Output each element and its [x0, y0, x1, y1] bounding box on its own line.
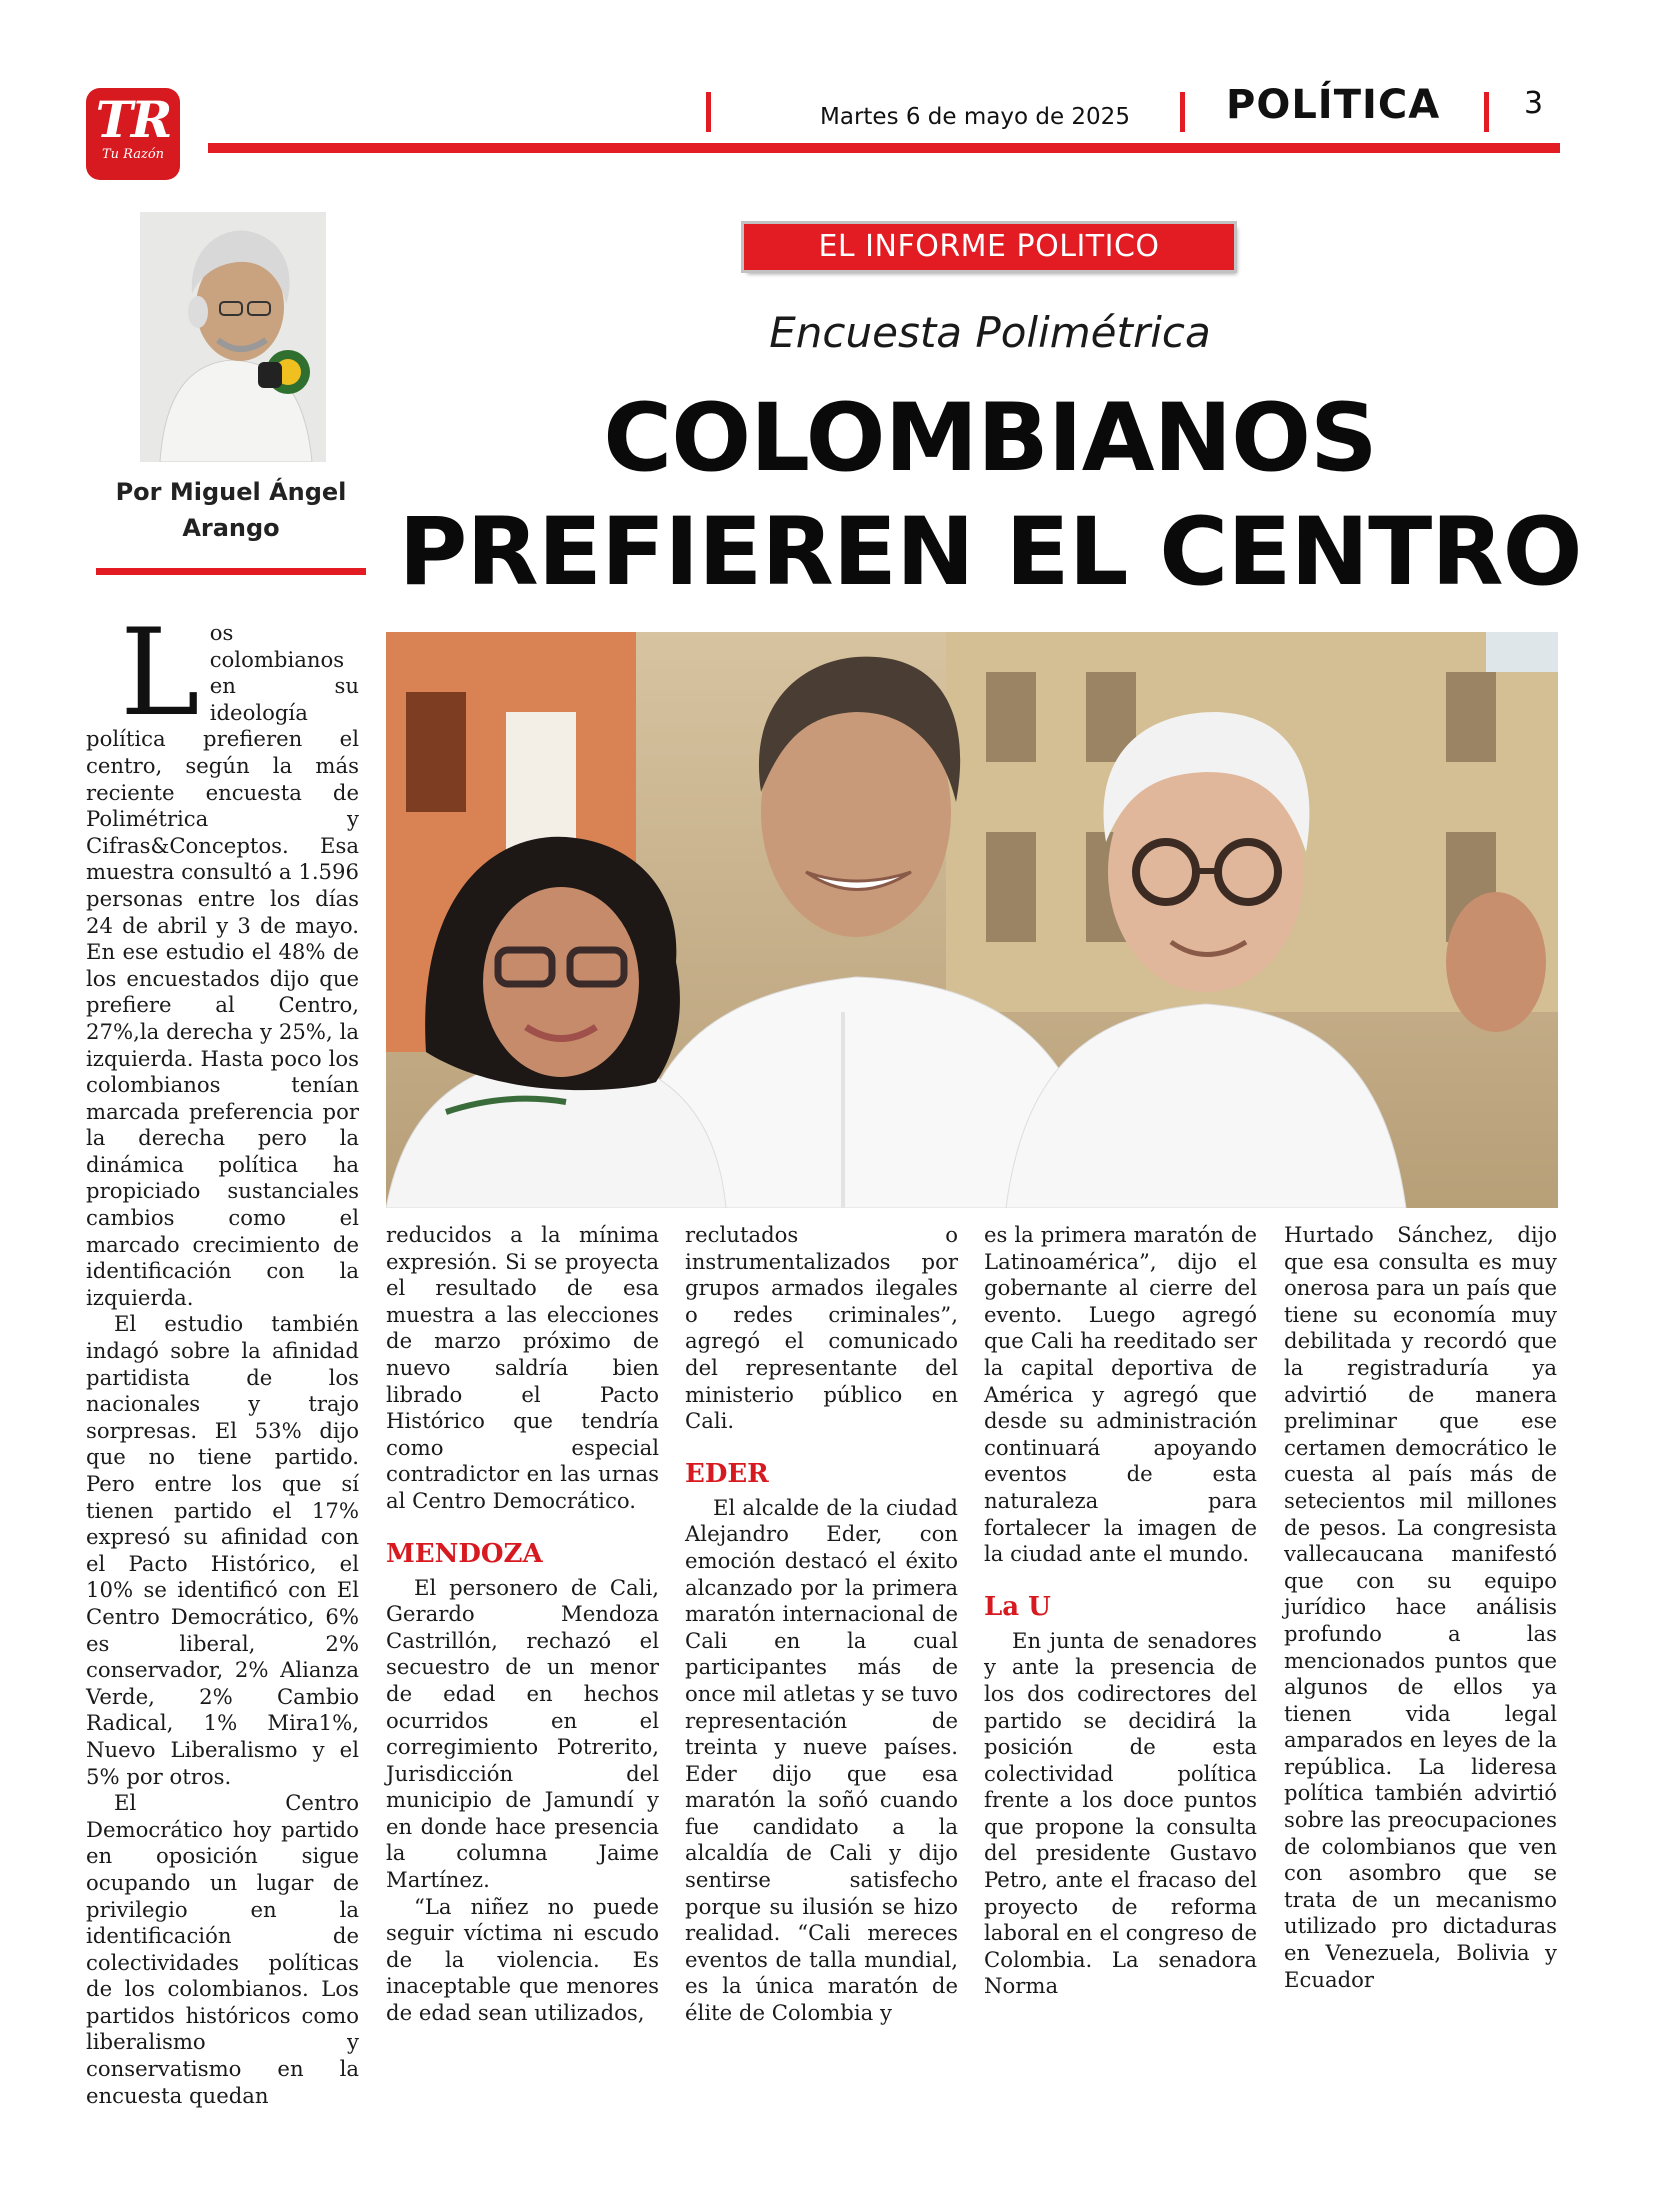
subheading-la-u: La U — [984, 1591, 1051, 1622]
article-headline — [380, 382, 1600, 610]
header-rule — [208, 143, 1560, 153]
article-column-2 — [386, 1222, 659, 2027]
author-byline — [100, 474, 362, 546]
drop-cap: L — [120, 604, 200, 743]
headline-line1: COLOMBIANOS — [603, 384, 1377, 493]
lead-text: os colombianos en su ideología política prefieren el centro, según la más reciente encuesta de Polimétrica y Cifras&Conceptos. Esa muestra consultó a 1.596 personas entre los días 24 de abril y 3 de mayo. En ese estudio el 48% de los encuestados dijo que prefiere al Centro, 27%,la derecha y 25%, la izquierda. Hasta poco los colombianos tenían marcada preferencia por la derecha pero la dinámica política ha propiciado sustanciales cambios como el marcado crecimiento de identificación con la izquierda. — [86, 620, 359, 1310]
article-photo — [386, 632, 1558, 1208]
headline-line2: PREFIEREN EL CENTRO — [398, 498, 1582, 607]
article-subhead: Encuesta Polimétrica — [769, 308, 1211, 357]
subheading-mendoza: MENDOZA — [386, 1538, 543, 1569]
author-rule — [96, 568, 366, 575]
logo-monogram: TR — [95, 90, 171, 149]
paragraph: es la primera maratón de Latinoamérica”, dijo el gobernante al cierre del evento. Luego agregó que Cali ha reeditado ser la capital deportiva de América y agregó que desde su administración continuará apoyando eventos de esta naturaleza para fortalecer la imagen de la ciudad ante el mundo. — [984, 1222, 1257, 1567]
paragraph: reducidos a la mínima expresión. Si se proyecta el resultado de esa muestra a las elecciones de marzo próximo de nuevo saldría bien librado el Pacto Histórico que tendría como especial contradictor en las urnas al Centro Democrático. — [386, 1222, 659, 1513]
paragraph: “La niñez no puede seguir víctima ni escudo de la violencia. Es inaceptable que menores de edad sean utilizados, — [386, 1893, 659, 2026]
byline-line2: Arango — [182, 514, 280, 542]
section-title: POLÍTICA — [1226, 82, 1441, 128]
article-column-4 — [984, 1222, 1257, 2000]
paragraph: En junta de senadores y ante la presencia de los dos codirectores del partido se decidirá la posición de esta colectividad política frente a los doce puntos que propone la consulta del presidente Gustavo Petro, ante el fracaso del proyecto de reforma laboral en el congreso de Colombia. La senadora Norma — [984, 1627, 1257, 1999]
issue-date: Martes 6 de mayo de 2025 — [820, 104, 1130, 130]
header-divider — [1180, 92, 1185, 132]
paragraph: El personero de Cali, Gerardo Mendoza Castrillón, rechazó el secuestro de un menor de edad en hechos ocurridos en el corregimiento Potrerito, Jurisdicción del municipio de Jamundí y en donde hace presencia la columna Jaime Martínez. — [386, 1574, 659, 1893]
logo-name: Tu Razón — [101, 147, 165, 162]
byline-line1: Por Miguel Ángel — [115, 478, 347, 506]
paragraph: Hurtado Sánchez, dijo que esa consulta es muy onerosa para un país que tiene su economía muy debilitada y recordó que la registraduría ya advirtió de manera preliminar que ese certamen democrático le cuesta al país más de setecientos mil millones de pesos. La congresista vallecaucana manifestó que con su equipo jurídico hace análisis profundo a las mencionados puntos que algunos de ellos ya tienen vida legal amparados en leyes de la república. La lideresa política también advirtió sobre las preocupaciones de colombianos que ven con asombro que se trata de un mecanismo utilizado pro dictaduras en Venezuela, Bolivia y Ecuador — [1284, 1222, 1557, 1992]
author-photo — [140, 212, 326, 462]
header-divider — [1484, 92, 1489, 132]
tu-razon-logo — [86, 88, 180, 180]
section-kicker: EL INFORME POLITICO — [744, 224, 1234, 270]
article-column-5 — [1284, 1222, 1557, 1993]
subheading-eder: EDER — [685, 1458, 769, 1489]
lead-paragraph — [86, 604, 359, 1311]
article-column-1 — [86, 604, 359, 2109]
page-number: 3 — [1524, 86, 1544, 121]
paragraph: El Centro Democrático hoy partido en oposición sigue ocupando un lugar de privilegio en la identificación de colectividades políticas de los colombianos. Los partidos históricos como liberalismo y conservatismo en la encuesta quedan — [86, 1790, 359, 2108]
paragraph: reclutados o instrumentalizados por grupos armados ilegales o redes criminales”, agregó el comunicado del representante del ministerio público en Cali. — [685, 1222, 958, 1434]
header-divider — [706, 92, 711, 132]
article-column-3 — [685, 1222, 958, 2027]
paragraph: El alcalde de la ciudad Alejandro Eder, con emoción destacó el éxito alcanzado por la primera maratón internacional de Cali en la cual participantes más de once mil atletas y se tuvo representación de treinta y nueve países. Eder dijo que esa maratón la soñó cuando fue candidato a la alcaldía de Cali y dijo sentirse satisfecho porque su ilusión se hizo realidad. “Cali mereces eventos de talla mundial, es la única maratón de élite de Colombia y — [685, 1494, 958, 2026]
paragraph: El estudio también indagó sobre la afinidad partidista de los nacionales y trajo sorpresas. El 53% dijo que no tiene partido. Pero entre los que sí tienen partido el 17% expresó su afinidad con el Pacto Histórico, el 10% se identificó con El Centro Democrático, 6% es liberal, 2% conservador, 2% Alianza Verde, 2% Cambio Radical, 1% Mira1%, Nuevo Liberalismo y el 5% por otros. — [86, 1311, 359, 1789]
